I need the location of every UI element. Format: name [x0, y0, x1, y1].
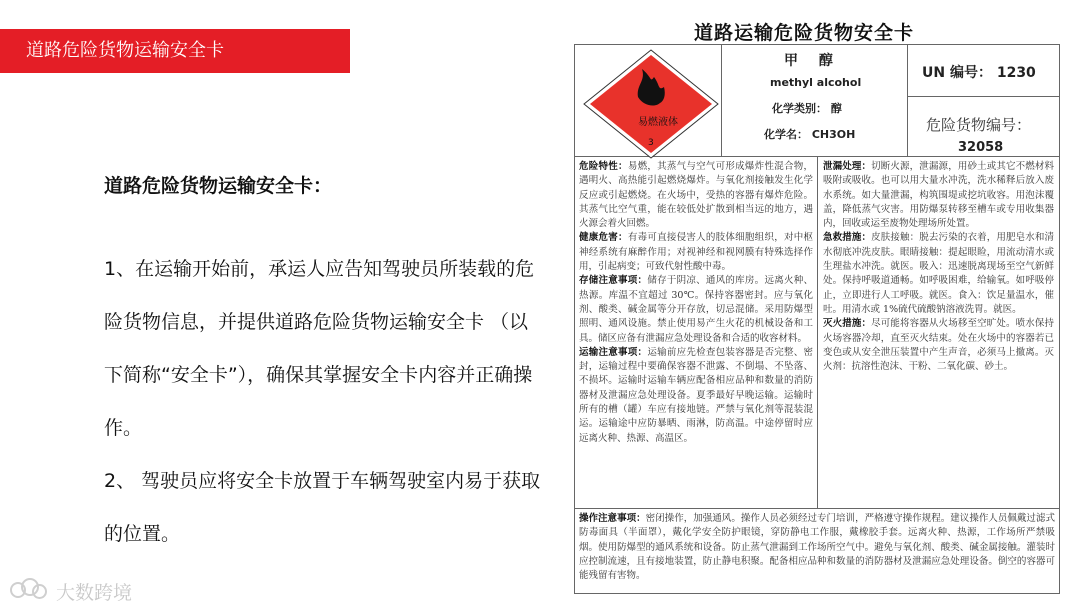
watermark-logo-icon [10, 578, 50, 604]
hazard-number: 32058 [958, 140, 1004, 155]
section-fire: 灭火措施：尽可能将容器从火场移至空旷处。喷水保持火场容器冷却，直至灭火结束。处在火场中的容器若已变色或从安全泄压装置中产生声音，必须马上撤离。灭火剂：抗溶性泡沫、干粉、二氧化碳、砂土。 [823, 318, 1054, 373]
card-right-column [823, 160, 1054, 374]
svg-text:易燃液体: 易燃液体 [638, 117, 678, 128]
content-item-1: 1、在运输开始前，承运人应告知驾驶员所装载的危险货物信息，并提供道路危险货物运输安全卡 （以下简称“安全卡”），确保其掌握安全卡内容并正确操作。 [104, 258, 535, 439]
flammable-liquid-diamond-icon [580, 47, 722, 161]
content-heading: 道路危险货物运输安全卡： [104, 175, 333, 197]
watermark-text: 大数跨境 [56, 581, 133, 604]
banner-title: 道路危险货物运输安全卡 [26, 40, 224, 61]
section-health: 健康危害：有毒可直接侵害人的肢体细胞组织，对中枢神经系统有麻醉作用；对视神经和视网膜有特殊选择作用，引起病变；可致代射性酸中毒。 [579, 232, 813, 273]
section-leak: 泄漏处理：切断火源，泄漏源，用砂土或其它不燃材料吸附或吸收。也可以用大量水冲洗，洗水稀释后放入废水系统。如大量泄漏，构筑围堤或挖坑收容。用泡沫覆盖，降低蒸气灾害。用防爆泵转移至槽车或专用收集器内，回收或运至废物处理场所处置。 [823, 161, 1054, 230]
content-item-2: 2、 驾驶员应将安全卡放置于车辆驾驶室内易于获取的位置。 [104, 470, 541, 545]
svg-text:3: 3 [648, 138, 654, 148]
body-text [104, 160, 544, 561]
chemical-category: 化学类别： 醇 [772, 102, 842, 115]
card-title: 道路运输危险货物安全卡 [694, 22, 915, 44]
section-transport: 运输注意事项：运输前应先检查包装容器是否完整、密封，运输过程中要确保容器不泄露、不倒塌、不坠落、不损坏。运输时运输车辆应配备相应品种和数量的消防器材及泄漏应急处理设备。夏季最好早晚运输。运输时所有的槽（罐）车应有接地链。严禁与氧化剂等混装混运。运输途中应防暴晒、雨淋，防高温。中途停留时应远离火种、热源、高温区。 [579, 346, 813, 444]
card-left-column [579, 160, 813, 446]
section-storage: 存储注意事项：储存于阴凉、通风的库房。远离火种、热源。库温不宜超过 30℃。保持容器密封。应与氧化剂、酸类、碱金属等分开存放，切忌混储。采用防爆型照明、通风设施。禁止使用易产生火花的机械设备和工具。储区应备有泄漏应急处理设备和合适的收容材料。 [579, 275, 813, 344]
chemical-name-zh: 甲 醇 [784, 53, 841, 69]
section-hazard: 危险特性：易燃，其蒸气与空气可形成爆炸性混合物，遇明火、高热能引起燃烧爆炸。与氧化剂接触发生化学反应或引起燃烧。在火场中，受热的容器有爆炸危险。其蒸气比空气重，能在较低处扩散到相当远的地方，遇火源会着火回燃。 [579, 161, 813, 230]
section-first-aid: 急救措施：皮肤接触：脱去污染的衣着，用肥皂水和清水彻底冲洗皮肤。眼睛接触：提起眼睑，用流动清水或生理盐水冲洗。就医。吸入：迅速脱离现场至空气新鲜处。保持呼吸道通畅。如呼吸困难，给输氧。如呼吸停止，立即进行人工呼吸。就医。食入：饮足量温水，催吐。用清水或 1%硫代硫酸钠溶液洗胃。就医。 [823, 232, 1054, 315]
chemical-formula: 化学名： CH3OH [764, 128, 856, 141]
safety-card [574, 14, 1060, 594]
hazard-number-label: 危险货物编号： [926, 116, 1032, 134]
section-banner [0, 29, 350, 73]
watermark [10, 574, 132, 608]
section-operation: 操作注意事项：密闭操作，加强通风。操作人员必须经过专门培训，严格遵守操作规程。建议操作人员佩戴过滤式防毒面具（半面罩），戴化学安全防护眼镜，穿防静电工作服，戴橡胶手套。远离火种、热源，工作场所严禁吸烟。使用防爆型的通风系统和设备。防止蒸气泄漏到工作场所空气中。避免与氧化剂、酸类、碱金属接触。灌装时应控制流速，且有接地装置，防止静电积聚。配备相应品种和数量的消防器材及泄漏应急处理设备。倒空的容器可能残留有害物。 [579, 513, 1055, 582]
un-number: UN 编号： 1230 [922, 65, 1036, 81]
chemical-name-en: methyl alcohol [770, 76, 862, 89]
